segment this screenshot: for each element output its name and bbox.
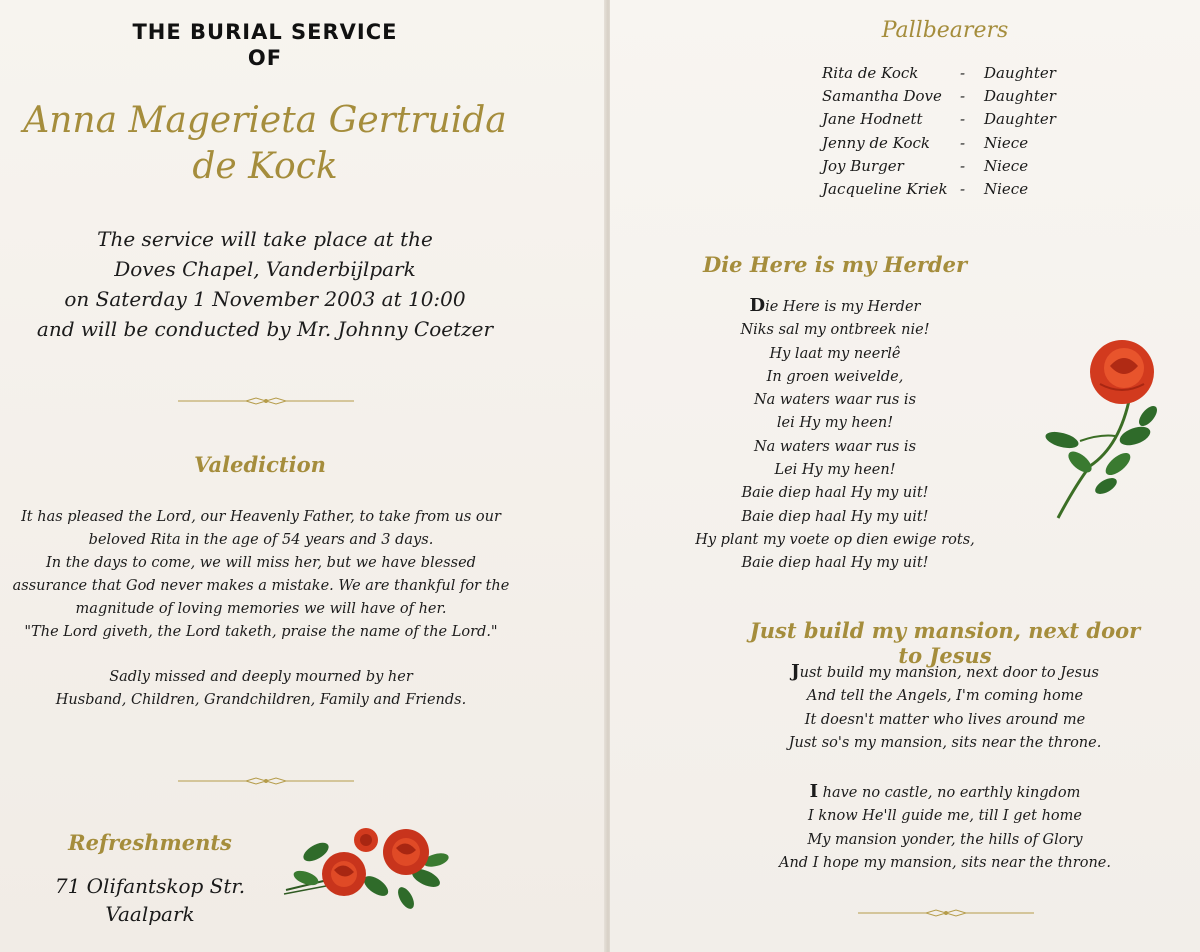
- pallbearer-dash: -: [960, 87, 966, 106]
- pallbearer-name: Rita de Kock: [822, 64, 919, 82]
- service-line-1: The service will take place at the: [97, 227, 433, 251]
- poem2-v1-dropcap: J: [791, 661, 800, 682]
- poem2-v2-first-rest: have no castle, no earthly kingdom: [818, 785, 1081, 801]
- poem2-v1-line-first: [760, 660, 1130, 685]
- pallbearer-relation: Daughter: [984, 110, 1056, 129]
- poem1-text: [690, 294, 980, 576]
- pallbearer-relation: Daughter: [984, 64, 1056, 82]
- poem2-v2-dropcap: I: [809, 781, 819, 802]
- poem1-title: Die Here is my Herder: [702, 252, 968, 277]
- refreshments-line-1: 71 Olifantskop Str.: [54, 874, 246, 898]
- valediction-line-5: magnitude of loving memories we will have of her.: [75, 601, 447, 617]
- pallbearer-dash: -: [960, 156, 966, 175]
- list-item: [822, 155, 1084, 178]
- ornament-divider-icon: [856, 908, 1036, 918]
- deceased-name: [0, 98, 530, 190]
- pallbearer-dash: -: [960, 64, 966, 82]
- service-line-3: on Saterday 1 November 2003 at 10:00: [64, 287, 466, 311]
- poem1-dropcap: D: [749, 295, 766, 316]
- poem1-line: Baie diep haal Hy my uit!: [741, 485, 929, 502]
- poem2-line: I know He'll guide me, till I get home: [808, 808, 1082, 825]
- refreshments-title: Refreshments: [68, 830, 232, 855]
- valediction-text: [0, 506, 522, 644]
- service-line-4: and will be conducted by Mr. Johnny Coetzer: [36, 317, 494, 341]
- pallbearer-name: Jane Hodnett: [822, 110, 923, 129]
- list-item: [822, 62, 1084, 85]
- poem2-verse-1: [760, 660, 1130, 755]
- pallbearer-dash: -: [960, 180, 966, 199]
- pallbearer-relation: Niece: [984, 156, 1029, 175]
- pallbearer-name: Samantha Dove: [822, 87, 942, 106]
- name-line-1: Anna Magerieta Gertruida: [23, 100, 507, 141]
- mourned-line-2: Husband, Children, Grandchildren, Family and Friends.: [55, 692, 467, 708]
- pallbearer-dash: -: [960, 133, 966, 152]
- poem2-v2-line-first: [760, 780, 1130, 805]
- heading-line-1: THE BURIAL SERVICE: [132, 20, 398, 44]
- poem1-line: In groen weivelde,: [766, 368, 904, 385]
- service-line-2: Doves Chapel, Vanderbijlpark: [114, 257, 416, 281]
- pallbearer-name: Jacqueline Kriek: [822, 180, 948, 199]
- poem2-title: Just build my mansion, next door to Jesus: [749, 618, 1141, 668]
- pallbearers-title: Pallbearers: [881, 18, 1009, 43]
- poem2-line: It doesn't matter who lives around me: [804, 711, 1086, 728]
- pallbearer-name: Jenny de Kock: [822, 133, 931, 152]
- valediction-line-3: In the days to come, we will miss her, but we have blessed: [46, 555, 476, 571]
- poem1-line: Lei Hy my heen!: [774, 462, 896, 479]
- poem1-line: lei Hy my heen!: [776, 415, 894, 432]
- ornament-divider-icon: [176, 396, 356, 406]
- heading-line-2: OF: [247, 46, 283, 70]
- poem1-line: Na waters waar rus is: [753, 438, 917, 455]
- pallbearer-relation: Daughter: [984, 87, 1056, 106]
- valediction-title: Valediction: [194, 452, 326, 477]
- pallbearer-name: Joy Burger: [822, 156, 904, 175]
- poem1-line: Baie diep haal Hy my uit!: [741, 508, 929, 525]
- mourned-line-1: Sadly missed and deeply mourned by her: [109, 669, 413, 685]
- refreshments-line-2: Vaalpark: [105, 902, 195, 926]
- poem1-line: Na waters waar rus is: [753, 392, 917, 409]
- poem2-v1-first-rest: ust build my mansion, next door to Jesus: [799, 665, 1099, 681]
- list-item: [822, 85, 1084, 108]
- refreshments-address: [30, 872, 270, 928]
- valediction-line-6: "The Lord giveth, the Lord taketh, praise the name of the Lord.": [24, 624, 498, 640]
- poem1-line: Hy laat my neerlê: [769, 345, 901, 362]
- poem2-line: And I hope my mansion, sits near the throne.: [779, 854, 1111, 871]
- ornament-divider-icon: [176, 776, 356, 786]
- poem2-line: And tell the Angels, I'm coming home: [806, 688, 1084, 705]
- poem1-line: Baie diep haal Hy my uit!: [741, 555, 929, 572]
- valediction-line-1: It has pleased the Lord, our Heavenly Father, to take from us our: [21, 509, 501, 525]
- single-rose-icon: [1020, 336, 1170, 526]
- poem1-first-rest: ie Here is my Herder: [765, 299, 921, 315]
- rose-bouquet-icon: [276, 820, 466, 910]
- poem1-line-first: [690, 294, 980, 319]
- poem2-line: Just so's my mansion, sits near the throne.: [788, 734, 1102, 751]
- list-item: [822, 178, 1084, 201]
- pallbearers-list: [822, 62, 1084, 201]
- name-line-2: de Kock: [192, 146, 338, 187]
- poem1-line: Niks sal my ontbreek nie!: [740, 322, 930, 339]
- service-details: [0, 224, 530, 344]
- mourned-text: [0, 666, 522, 712]
- pallbearer-dash: -: [960, 110, 966, 129]
- poem2-verse-2: [760, 780, 1130, 875]
- pallbearer-relation: Niece: [984, 180, 1029, 199]
- pallbearer-relation: Niece: [984, 133, 1029, 152]
- valediction-line-2: beloved Rita in the age of 54 years and 3 days.: [88, 532, 434, 548]
- poem2-line: My mansion yonder, the hills of Glory: [807, 831, 1083, 848]
- list-item: [822, 108, 1084, 131]
- service-heading: [0, 20, 530, 70]
- valediction-line-4: assurance that God never makes a mistake. We are thankful for the: [12, 578, 510, 594]
- list-item: [822, 132, 1084, 155]
- poem1-line: Hy plant my voete op dien ewige rots,: [695, 531, 975, 548]
